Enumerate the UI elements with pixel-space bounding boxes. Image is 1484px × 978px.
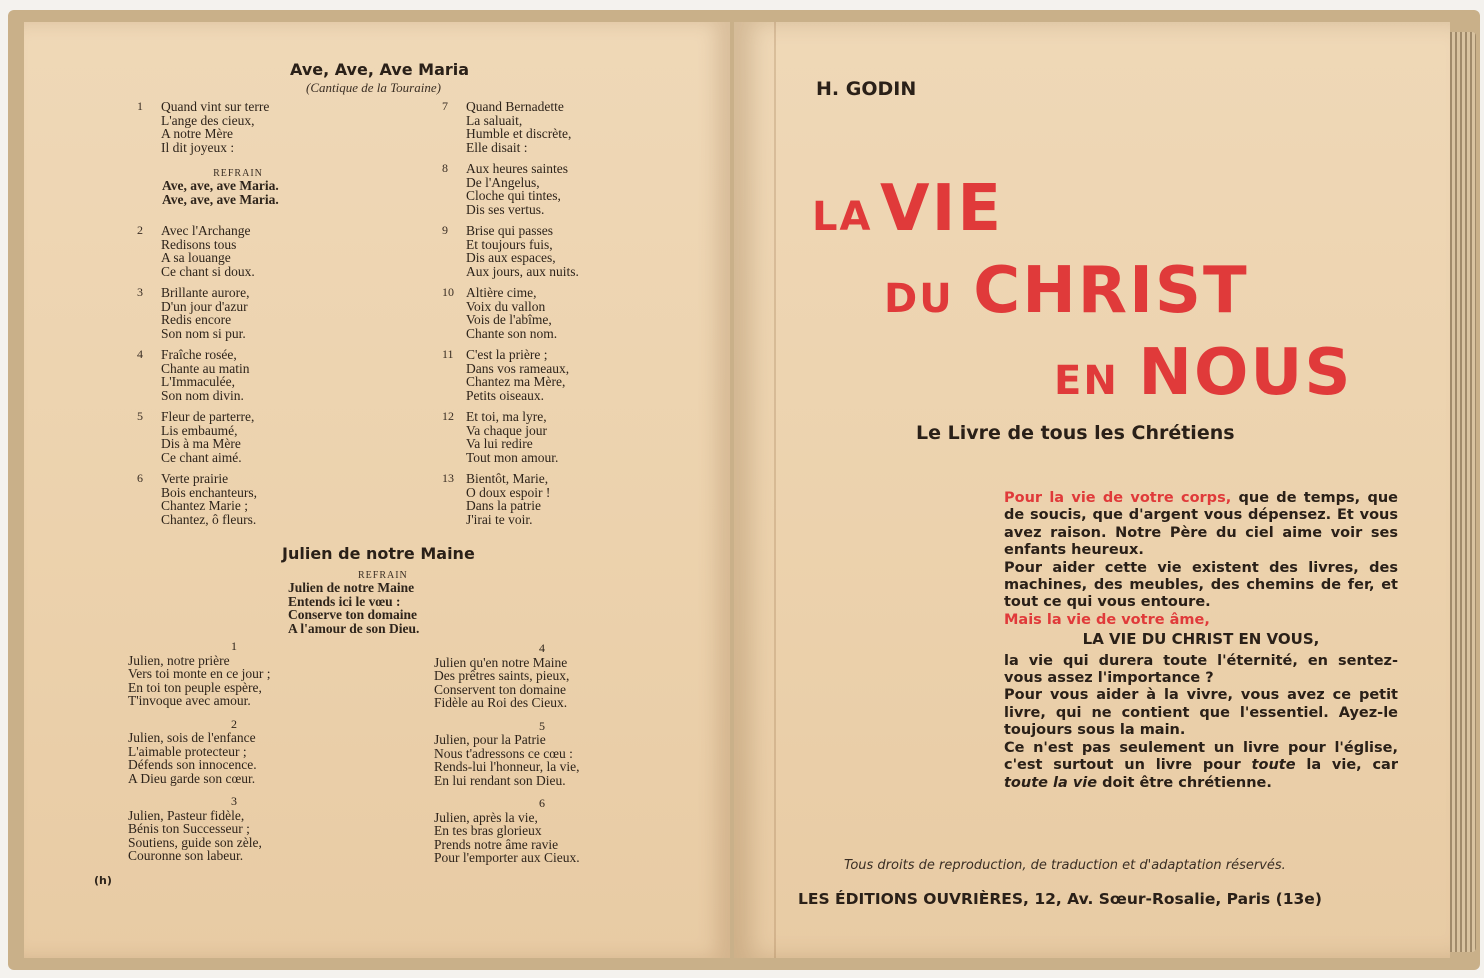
stanza-lines xyxy=(466,472,550,526)
title-word: CHRIST xyxy=(973,254,1249,328)
stanza-line: A notre Mère xyxy=(161,126,233,141)
stanza xyxy=(137,286,337,340)
stanza-line: Conservent ton domaine xyxy=(434,681,566,697)
stanza-line: Il dit joyeux : xyxy=(161,139,235,155)
stanza-lines xyxy=(466,286,557,340)
stanza-line: Elle disait : xyxy=(466,139,528,155)
stanza-line: Couronne son labeur. xyxy=(128,848,244,863)
stanza-line: Quand Bernadette xyxy=(466,99,564,114)
rights-notice: Tous droits de reproduction, de traduction et d'adaptation réservés. xyxy=(844,858,1286,873)
stanza-lines xyxy=(161,348,249,402)
stanza-line: Bois enchanteurs, xyxy=(161,484,257,500)
stanza-line: Son nom si pur. xyxy=(161,325,246,341)
paragraph-text: la vie, car xyxy=(1306,757,1398,774)
stanza-line: D'un jour d'azur xyxy=(161,298,248,314)
stanza-line: Altière cime, xyxy=(466,285,537,300)
stanza-line: Chante son nom. xyxy=(466,325,558,341)
stanza-line: Des prêtres saints, pieux, xyxy=(434,668,570,683)
julien-column-1 xyxy=(128,640,340,873)
stanza-number: 3 xyxy=(231,794,237,808)
stanza-line: Cloche qui tintes, xyxy=(466,188,561,203)
stanza-line: Julien, sois de l'enfance xyxy=(128,730,256,745)
stanza-line: Julien, après la vie, xyxy=(434,809,538,825)
stanza-line: Nous t'adressons ce cœu : xyxy=(434,745,573,761)
stanza-line: J'irai te voir. xyxy=(466,511,533,527)
song-title-ave-maria: Ave, Ave, Ave Maria xyxy=(290,60,470,79)
stanza-line: Prends notre âme ravie xyxy=(434,836,559,852)
page-mark: (h) xyxy=(94,874,112,887)
intro-text xyxy=(1004,490,1398,792)
stanza-line: Soutiens, guide son zèle, xyxy=(128,834,262,850)
stanza-line: A sa louange xyxy=(161,250,231,265)
julien-column-2 xyxy=(434,642,650,875)
stanza xyxy=(128,640,340,708)
stanza-line: En lui rendant son Dieu. xyxy=(434,772,566,788)
right-page xyxy=(734,22,1450,958)
stanza-line: Son nom divin. xyxy=(161,387,244,403)
stanza-number: 13 xyxy=(442,471,454,485)
ave-maria-column-2 xyxy=(442,100,662,534)
stanza-number: 7 xyxy=(442,99,448,113)
stanza-line: Pour l'emporter aux Cieux. xyxy=(434,850,580,865)
stanza xyxy=(442,472,662,526)
song-subtitle: (Cantique de la Touraine) xyxy=(306,80,441,95)
julien-refrain xyxy=(288,570,488,635)
stanza-lines xyxy=(466,100,571,154)
stanza-line: Julien qu'en notre Maine xyxy=(434,654,568,670)
refrain-line: Ave, ave, ave Maria. xyxy=(162,178,279,193)
refrain-line: Entends ici le vœu : xyxy=(288,593,401,609)
stanza-line: Julien, notre prière xyxy=(128,652,230,668)
stanza xyxy=(442,224,662,278)
stanza-line: Avec l'Archange xyxy=(161,223,251,238)
stanza-line: De l'Angelus, xyxy=(466,174,540,190)
stanza-line: C'est la prière ; xyxy=(466,347,548,362)
title-line-1 xyxy=(812,172,1003,246)
stanza-line: Chantez ma Mère, xyxy=(466,374,566,389)
stanza-line: Ce chant aimé. xyxy=(161,449,242,465)
stanza-number: 8 xyxy=(442,161,448,175)
stanza-line: Dans vos rameaux, xyxy=(466,360,570,376)
stanza-lines xyxy=(466,410,558,464)
stanza-line: Redis encore xyxy=(161,312,232,327)
stanza-line: Fidèle au Roi des Cieux. xyxy=(434,695,568,710)
stanza-line: Voix du vallon xyxy=(466,298,546,314)
stanza-line: Va chaque jour xyxy=(466,422,547,438)
stanza-line: Fleur de parterre, xyxy=(161,409,255,424)
stanza-number: 5 xyxy=(539,718,545,733)
stanza-line: Ce chant si doux. xyxy=(161,263,255,279)
stanza-lines xyxy=(161,100,269,154)
stanza-number: 9 xyxy=(442,223,448,237)
stanza-line: Vers toi monte en ce jour ; xyxy=(128,666,271,681)
red-lead: Pour la vie de votre corps, xyxy=(1004,490,1232,506)
title-line-2 xyxy=(884,254,1249,328)
stanza-line: Chante au matin xyxy=(161,360,250,376)
page-edges xyxy=(1450,32,1476,952)
stanza-line: Brillante aurore, xyxy=(161,285,250,300)
stanza-line: Dis ses vertus. xyxy=(466,201,545,217)
stanza-line: Humble et discrète, xyxy=(466,126,572,141)
stanza-line: Fraîche rosée, xyxy=(161,347,237,362)
ave-maria-refrain xyxy=(162,168,352,206)
stanza xyxy=(442,286,662,340)
stanza-line: O doux espoir ! xyxy=(466,484,551,500)
stanza-number: 5 xyxy=(137,409,143,423)
paragraph xyxy=(1004,490,1398,560)
stanza-line: Redisons tous xyxy=(161,236,237,252)
stanza-lines xyxy=(161,472,257,526)
refrain-line: Conserve ton domaine xyxy=(288,607,417,622)
stanza xyxy=(128,718,340,786)
stanza-line: L'ange des cieux, xyxy=(161,112,255,128)
stanza-line: Aux heures saintes xyxy=(466,161,568,176)
refrain-label: REFRAIN xyxy=(213,168,263,179)
stanza-line: Vois de l'abîme, xyxy=(466,312,552,327)
paragraph xyxy=(1004,740,1398,792)
stanza-line: Et toujours fuis, xyxy=(466,236,553,252)
stanza-line: Lis embaumé, xyxy=(161,422,238,438)
stanza-line: Julien, pour la Patrie xyxy=(434,732,546,747)
stanza-line: Chantez, ô fleurs. xyxy=(161,511,257,527)
stanza xyxy=(137,472,337,526)
stanza-line: Bénis ton Successeur ; xyxy=(128,821,250,836)
paragraph: Pour aider cette vie existent des livres, des machines, des meubles, des chemins de fer, et tout ce qui vous entoure. xyxy=(1004,559,1398,611)
stanza-line: Défends son innocence. xyxy=(128,757,257,772)
stanza-lines xyxy=(466,224,579,278)
stanza-line: En tes bras glorieux xyxy=(434,823,542,838)
stanza-line: Dans la patrie xyxy=(466,498,541,513)
stanza-number: 2 xyxy=(137,223,143,237)
refrain-line: Ave, ave, ave Maria. xyxy=(162,191,279,207)
ave-maria-column-1 xyxy=(137,100,337,534)
title-word: EN xyxy=(1054,358,1119,404)
stanza xyxy=(137,410,337,464)
stanza xyxy=(442,348,662,402)
title-word: DU xyxy=(884,276,954,322)
stanza-line: Petits oiseaux. xyxy=(466,387,544,403)
publisher-line: LES ÉDITIONS OUVRIÈRES, 12, Av. Sœur-Rosalie, Paris (13e) xyxy=(798,890,1322,908)
stanza xyxy=(442,100,662,154)
stanza-lines xyxy=(161,286,249,340)
stanza-line: Brise qui passes xyxy=(466,223,553,238)
italic-text: toute xyxy=(1251,757,1296,774)
stanza xyxy=(137,348,337,402)
stanza-number: 1 xyxy=(231,639,237,653)
stanza-line: A Dieu garde son cœur. xyxy=(128,770,256,786)
stanza xyxy=(128,795,340,863)
stanza-line: Tout mon amour. xyxy=(466,449,559,465)
stanza-line: Dis à ma Mère xyxy=(161,436,241,451)
title-word: NOUS xyxy=(1138,336,1353,410)
stanza-number: 2 xyxy=(231,716,237,731)
stanza-line: Chantez Marie ; xyxy=(161,498,248,513)
stanza-line: Quand vint sur terre xyxy=(161,99,270,114)
song-title-julien: Julien de notre Maine xyxy=(282,544,475,563)
stanza-line: Et toi, ma lyre, xyxy=(466,409,547,424)
stanza-number: 12 xyxy=(442,409,454,423)
stanza-line: Rends-lui l'honneur, la vie, xyxy=(434,759,580,774)
open-book xyxy=(8,10,1480,970)
stanza-number: 6 xyxy=(137,471,143,485)
stanza-lines xyxy=(161,410,254,464)
stanza-number: 4 xyxy=(539,641,545,655)
paragraph: Pour vous aider à la vivre, vous avez ce petit livre, qui ne contient que l'essentiel. Ayez-le toujours sous la main. xyxy=(1004,687,1398,739)
stanza-line: Va lui redire xyxy=(466,436,533,451)
paragraph-text: Ce n'est pas seulement un livre pour l'église, c'est surtout un livre pour xyxy=(1004,739,1398,774)
paragraph-text: doit être chrétienne. xyxy=(1102,774,1272,791)
book-subtitle: Le Livre de tous les Chrétiens xyxy=(916,422,1235,444)
author-name: H. GODIN xyxy=(816,78,917,100)
stanza xyxy=(137,100,337,154)
stanza-number: 4 xyxy=(137,347,143,361)
stanza-number: 6 xyxy=(539,796,545,810)
paragraph-text: que de temps, que de soucis, que d'argent vous dépensez. Et vous avez raison. Notre Père du ciel aime voir ses enfants heureux. xyxy=(1004,490,1398,559)
stanza-line: La saluait, xyxy=(466,112,523,128)
stanza-number: 11 xyxy=(442,347,454,361)
refrain-line: Julien de notre Maine xyxy=(288,580,415,595)
stanza-line: T'invoque avec amour. xyxy=(128,693,251,708)
stanza-number: 10 xyxy=(442,285,454,299)
centered-heading: LA VIE DU CHRIST EN VOUS, xyxy=(1082,630,1320,649)
stanza-number: 3 xyxy=(137,285,143,299)
stanza xyxy=(442,162,662,216)
refrain-label: REFRAIN xyxy=(358,570,408,581)
left-page xyxy=(24,22,730,958)
stanza-line: Aux jours, aux nuits. xyxy=(466,263,579,279)
title-word: VIE xyxy=(880,172,1004,246)
red-lead: Mais la vie de votre âme, xyxy=(1004,611,1210,628)
italic-text: toute la vie xyxy=(1004,774,1098,791)
stanza-line: Dis aux espaces, xyxy=(466,250,556,265)
title-line-3 xyxy=(1054,336,1352,410)
stanza xyxy=(434,797,650,865)
stanza xyxy=(137,224,337,278)
title-word: LA xyxy=(812,194,873,240)
paragraph: la vie qui durera toute l'éternité, en sentez-vous assez l'importance ? xyxy=(1004,652,1398,687)
stanza-line: Verte prairie xyxy=(161,471,229,486)
stanza xyxy=(442,410,662,464)
stanza xyxy=(434,642,650,710)
stanza xyxy=(434,720,650,788)
stanza-lines xyxy=(466,348,569,402)
stanza-number: 1 xyxy=(137,99,143,113)
refrain-line: A l'amour de son Dieu. xyxy=(288,620,420,636)
stanza-line: Julien, Pasteur fidèle, xyxy=(128,807,245,823)
stanza-line: En toi ton peuple espère, xyxy=(128,679,262,695)
stanza-lines xyxy=(466,162,568,216)
stanza-line: L'Immaculée, xyxy=(161,374,236,389)
stanza-line: L'aimable protecteur ; xyxy=(128,743,247,759)
stanza-line: Bientôt, Marie, xyxy=(466,471,549,486)
stanza-lines xyxy=(161,224,255,278)
